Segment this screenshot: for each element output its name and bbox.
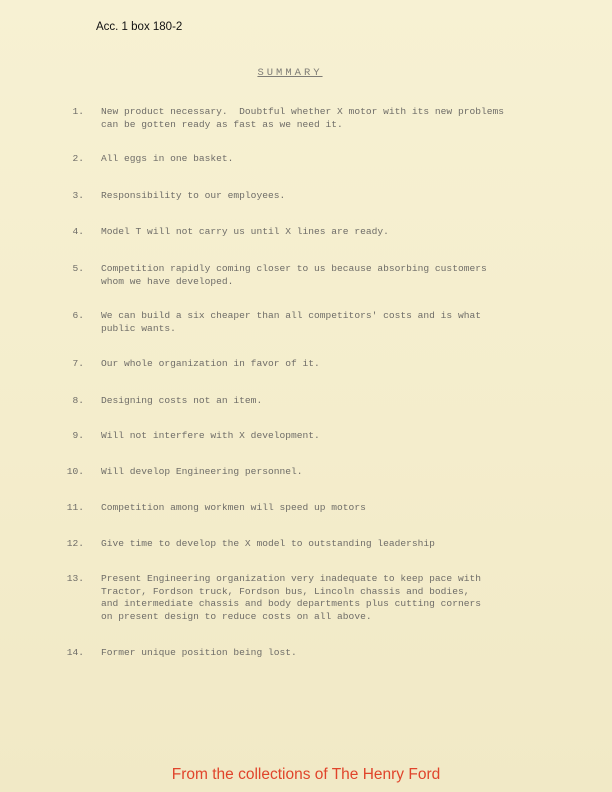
item-text: Model T will not carry us until X lines are ready.	[101, 226, 389, 237]
item-text: Former unique position being lost.	[101, 647, 297, 658]
item-number: 14.	[66, 647, 84, 658]
item-text: Give time to develop the X model to outstanding leadership	[101, 538, 435, 549]
archive-label: Acc. 1 box 180-2	[96, 21, 183, 33]
item-text: Responsibility to our employees.	[101, 190, 286, 201]
item-number: 10.	[66, 466, 84, 477]
item-number: 5.	[72, 263, 84, 274]
item-number: 12.	[66, 538, 84, 549]
item-text: Will develop Engineering personnel.	[101, 466, 303, 477]
item-text: Our whole organization in favor of it.	[101, 358, 320, 369]
page-title: SUMMARY	[257, 67, 323, 79]
item-number: 7.	[72, 358, 84, 369]
item-number: 8.	[72, 395, 84, 406]
item-number: 1.	[72, 106, 84, 117]
item-text: All eggs in one basket.	[101, 153, 234, 164]
item-text: New product necessary. Doubtful whether X motor with its new problems can be gotten ready as fast as we need it.	[101, 106, 505, 130]
item-number: 9.	[72, 430, 84, 441]
item-number: 2.	[72, 153, 84, 164]
item-number: 11.	[66, 502, 84, 513]
item-text: Competition among workmen will speed up motors	[101, 502, 366, 513]
item-text: Designing costs not an item.	[101, 395, 263, 406]
item-text: Will not interfere with X development.	[101, 430, 320, 441]
collection-credit: From the collections of The Henry Ford	[171, 766, 441, 783]
item-number: 6.	[72, 310, 84, 321]
item-text: We can build a six cheaper than all competitors' costs and is what public wants.	[101, 310, 481, 334]
item-text: Competition rapidly coming closer to us because absorbing customers whom we have developed.	[101, 263, 487, 287]
item-number: 13.	[66, 573, 84, 584]
item-number: 3.	[72, 190, 84, 201]
item-text: Present Engineering organization very inadequate to keep pace with Tractor, Fordson truck, Fordson bus, Lincoln chassis and bodies, and intermediate chassis and body departments plus cutting corners on present design to reduce costs on all above.	[101, 573, 481, 622]
item-number: 4.	[72, 226, 84, 237]
